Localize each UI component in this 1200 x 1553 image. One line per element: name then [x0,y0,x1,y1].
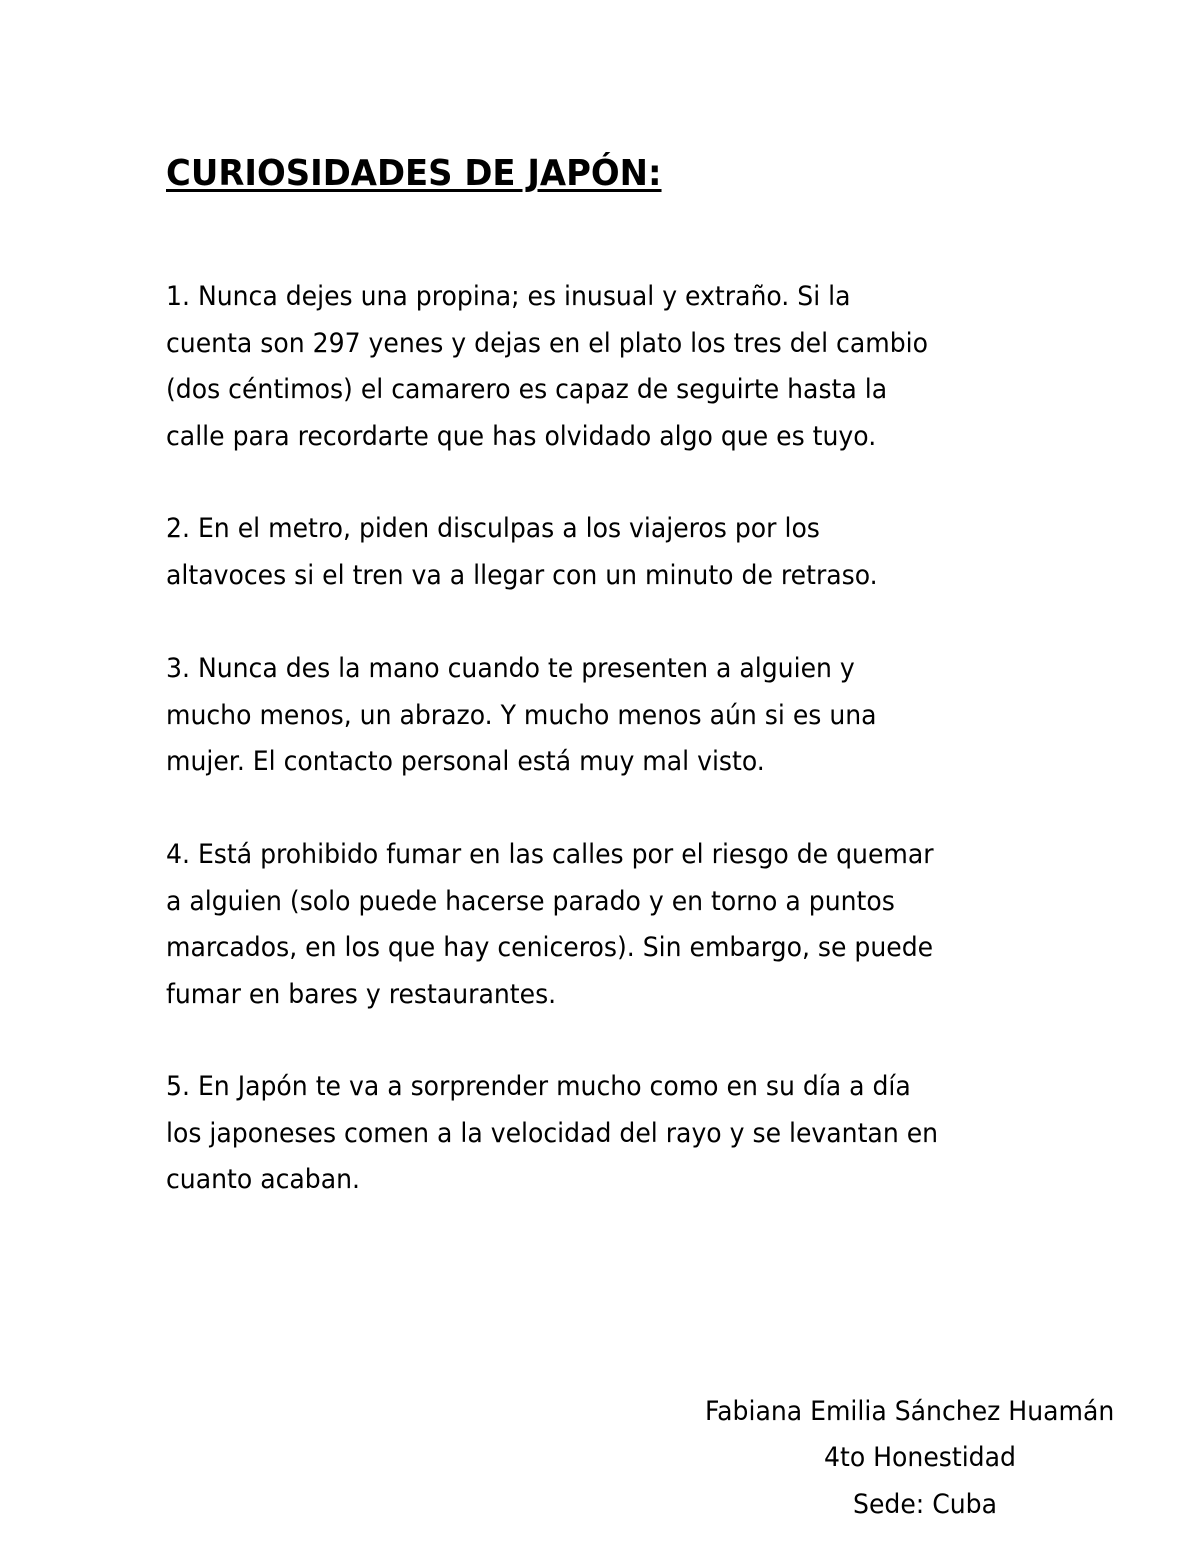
text-line: 2. En el metro, piden disculpas a los viajeros por los [166,513,820,544]
text-line: fumar en bares y restaurantes. [166,978,557,1010]
text-line: (dos céntimos) el camarero es capaz de seguirte hasta la [166,374,888,405]
text-line: calle para recordarte que has olvidado algo que es tuyo. [166,420,877,452]
text-line: a alguien (solo puede hacerse parado y en torno a puntos [166,885,895,917]
author-grade: 4to Honestidad [824,1442,1016,1473]
text-line: 3. Nunca des la mano cuando te presenten a alguien y [166,653,855,684]
document-title: CURIOSIDADES DE JAPÓN: [166,153,662,194]
text-line: cuanto acaban. [166,1164,361,1195]
curiosity-item-1 [166,274,1046,460]
text-line: mujer. El contacto personal está muy mal visto. [166,746,765,777]
text-line: cuenta son 297 yenes y dejas en el plato los tres del cambio [166,327,929,359]
text-line: 1. Nunca dejes una propina; es inusual y extraño. Si la [166,281,851,312]
curiosity-item-5 [166,1064,1046,1204]
text-line: 5. En Japón te va a sorprender mucho como en su día a día [166,1071,911,1102]
curiosity-item-2 [166,506,1046,599]
text-line: marcados, en los que hay ceniceros). Sin embargo, se puede [166,932,934,963]
author-name: Fabiana Emilia Sánchez Huamán [705,1396,1115,1427]
curiosity-item-4 [166,832,1046,1018]
curiosity-item-3 [166,646,1046,786]
text-line: mucho menos, un abrazo. Y mucho menos aún si es una [166,699,877,731]
text-line: altavoces si el tren va a llegar con un minuto de retraso. [166,559,878,591]
text-line: 4. Está prohibido fumar en las calles por el riesgo de quemar [166,839,934,870]
author-site: Sede: Cuba [853,1489,997,1520]
text-line: los japoneses comen a la velocidad del rayo y se levantan en [166,1117,939,1149]
